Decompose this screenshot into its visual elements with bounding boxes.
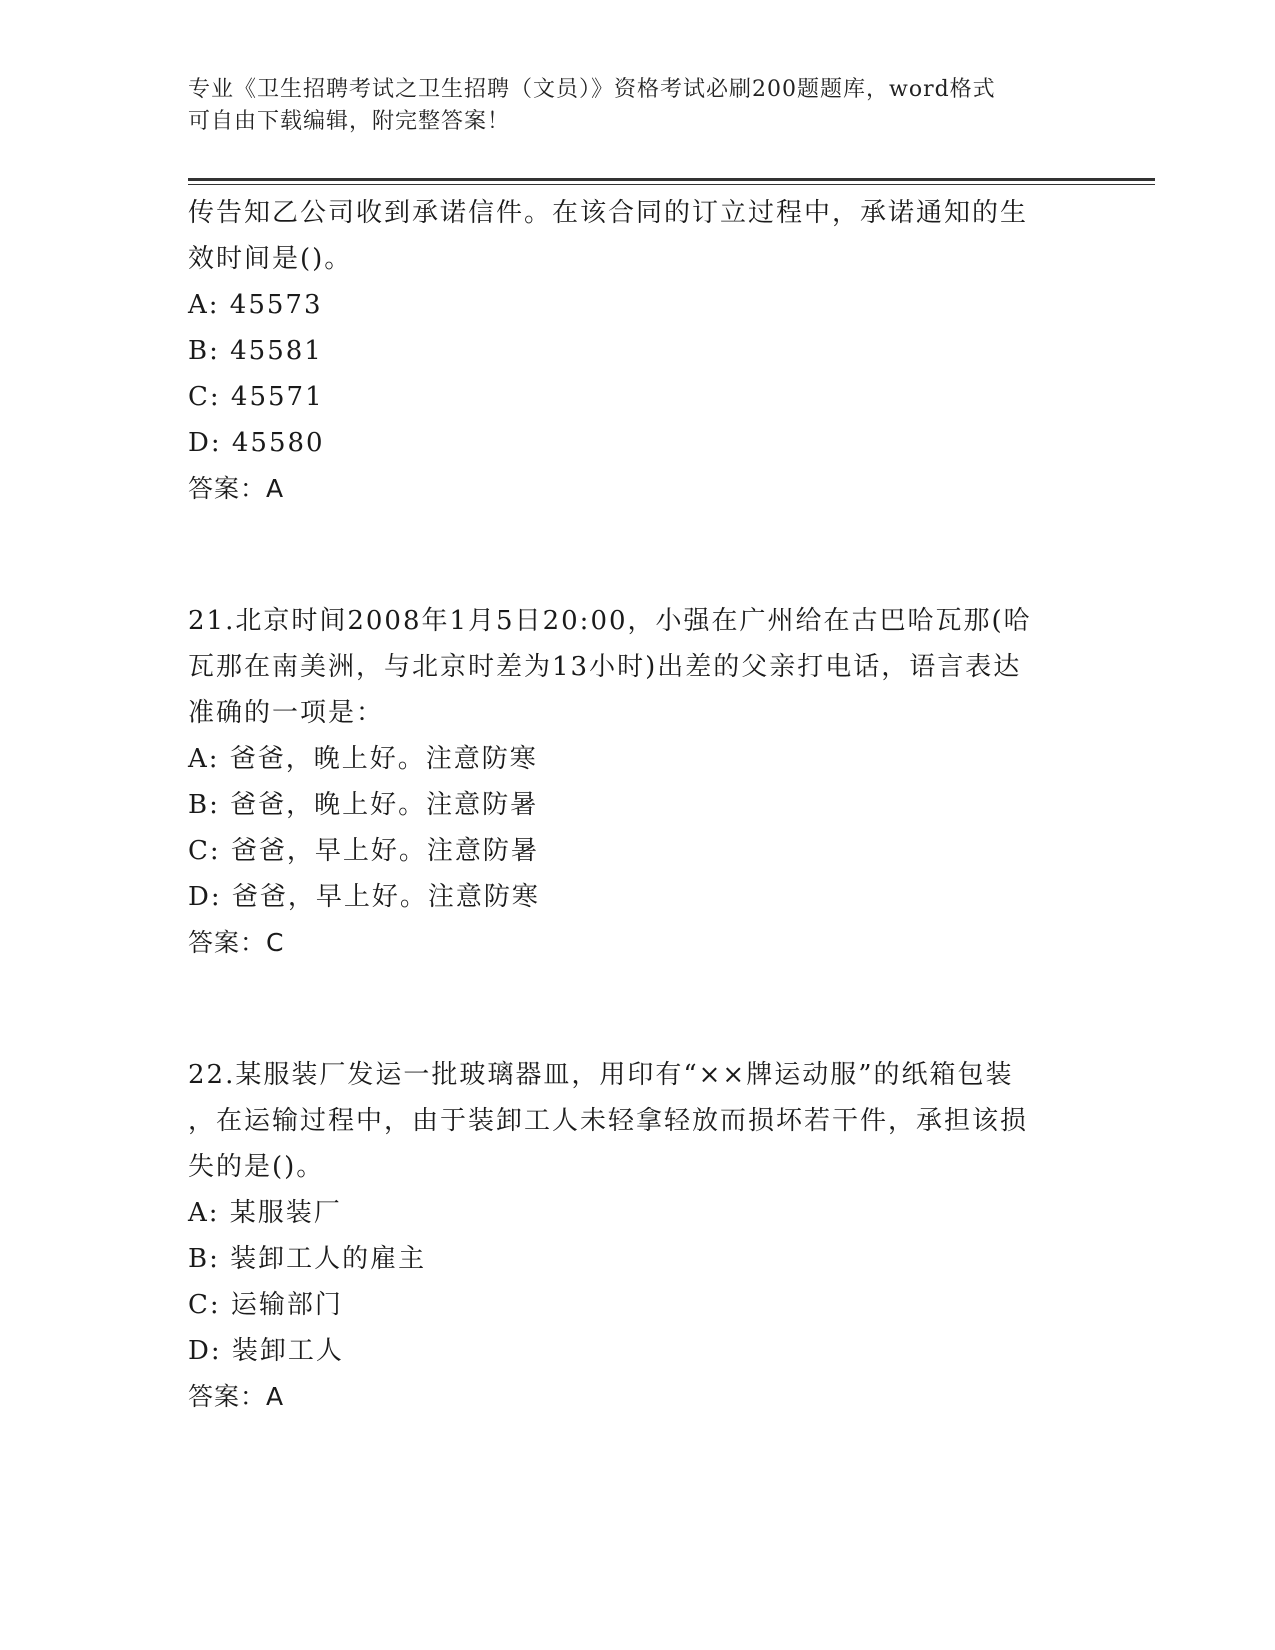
- option-a: A: 某服装厂: [188, 1198, 342, 1228]
- question-stem-line: 21.北京时间2008年1月5日20:00，小强在广州给在古巴哈瓦那(哈: [188, 606, 1032, 636]
- option-d: D: 爸爸，早上好。注意防寒: [188, 882, 540, 912]
- question-21: [188, 598, 1088, 966]
- answer-line: 答案：A: [188, 474, 285, 503]
- question-22: [188, 1052, 1088, 1420]
- question-stem-line: 准确的一项是：: [188, 698, 385, 728]
- option-c: C: 运输部门: [188, 1290, 343, 1320]
- question-stem-line: 22.某服装厂发运一批玻璃器皿，用印有“××牌运动服”的纸箱包装: [188, 1060, 1014, 1090]
- option-d: D: 装卸工人: [188, 1336, 344, 1366]
- option-b: B: 装卸工人的雇主: [188, 1244, 427, 1274]
- answer-line: 答案：A: [188, 1382, 285, 1411]
- question-spacer: [188, 512, 1088, 598]
- question-stem-line: 传告知乙公司收到承诺信件。在该合同的订立过程中，承诺通知的生: [188, 198, 1029, 228]
- question-stem-line: 失的是()。: [188, 1152, 325, 1182]
- document-body: [188, 190, 1088, 1420]
- answer-line: 答案：C: [188, 928, 285, 957]
- option-c: C: 爸爸，早上好。注意防暑: [188, 836, 539, 866]
- option-c: C: 45571: [188, 382, 324, 412]
- option-a: A: 45573: [188, 290, 323, 320]
- document-header: [188, 74, 1088, 138]
- header-line-1: 专业《卫生招聘考试之卫生招聘（文员）》资格考试必刷200题题库，word格式: [188, 77, 996, 102]
- question-stem-line: 效时间是()。: [188, 244, 353, 274]
- header-rule-thin: [188, 184, 1155, 185]
- option-b: B: 45581: [188, 336, 323, 366]
- question-spacer: [188, 966, 1088, 1052]
- header-line-2: 可自由下载编辑，附完整答案！: [188, 109, 511, 134]
- option-a: A: 爸爸，晚上好。注意防寒: [188, 744, 538, 774]
- question-stem-line: ，在运输过程中，由于装卸工人未轻拿轻放而损坏若干件，承担该损: [188, 1106, 1029, 1136]
- header-rule-thick: [188, 178, 1155, 181]
- question-20: [188, 190, 1088, 512]
- option-d: D: 45580: [188, 428, 325, 458]
- question-stem-line: 瓦那在南美洲，与北京时差为13小时)出差的父亲打电话，语言表达: [188, 652, 1022, 682]
- option-b: B: 爸爸，晚上好。注意防暑: [188, 790, 539, 820]
